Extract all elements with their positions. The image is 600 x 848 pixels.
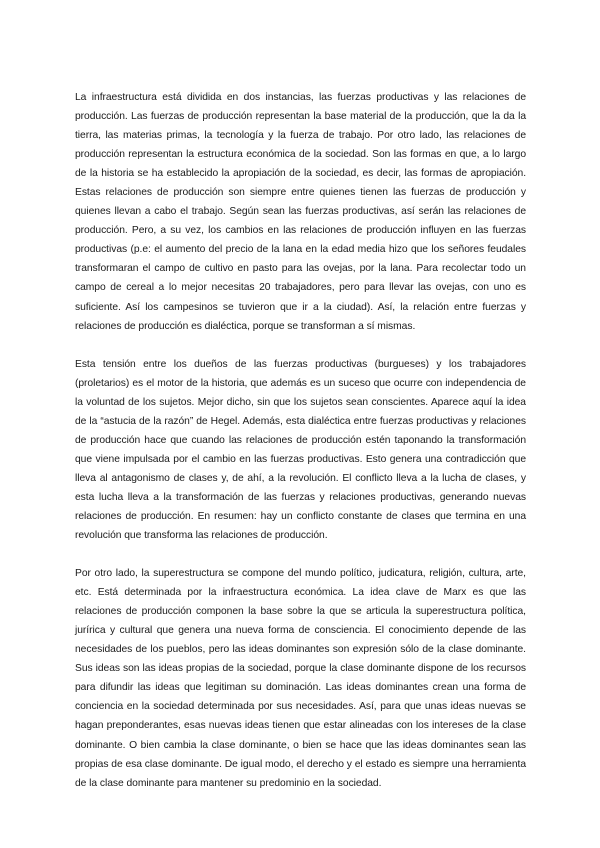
- paragraph-tension-clases: Esta tensión entre los dueños de las fuerzas productivas (burgueses) y los trabajadores (proletarios) es el motor de la historia, que además es un suceso que ocurre con independencia de la voluntad de los sujetos. Mejor dicho, sin que los sujetos sean conscientes. Aparece aquí la idea de la “astucia de la razón” de Hegel. Además, esta dialéctica entre fuerzas productivas y relaciones de producción hace que cuando las relaciones de producción estén taponando la transformación que viene impulsada por el cambio en las fuerzas productivas. Esto genera una contradicción que lleva al antagonismo de clases y, de ahí, a la revolución. El conflicto lleva a la lucha de clases, y esta lucha lleva a la transformación de las fuerzas y relaciones productivas, generando nuevas relaciones de producción. En resumen: hay un conflicto constante de clases que termina en una revolución que transforma las relaciones de producción.: [75, 358, 526, 542]
- document-body: [75, 88, 526, 793]
- paragraph-superestructura: Por otro lado, la superestructura se compone del mundo político, judicatura, religión, cultura, arte, etc. Está determinada por la infraestructura económica. La idea clave de Marx es que las relaciones de producción componen la base sobre la que se articula la superestructura política, jurírica y cultural que genera una nueva forma de consciencia. El conocimiento depende de las necesidades de los pueblos, pero las ideas dominantes son expresión sólo de la clase dominante. Sus ideas son las ideas propias de la sociedad, porque la clase dominante dispone de los recursos para difundir las ideas que legitiman su dominación. Las ideas dominantes crean una forma de conciencia en la sociedad determinada por sus necesidades. Así, para que unas ideas nuevas se hagan preponderantes, esas nuevas ideas tienen que estar alineadas con los intereses de la clase dominante. O bien cambia la clase dominante, o bien se hace que las ideas dominantes sean las propias de esa clase dominante. De igual modo, el derecho y el estado es siempre una herramienta de la clase dominante para mantener su predominio en la sociedad.: [75, 568, 526, 789]
- paragraph-infraestructura: La infraestructura está dividida en dos instancias, las fuerzas productivas y las relaciones de producción. Las fuerzas de producción representan la base material de la producción, que la da la tierra, las materias primas, la tecnología y la fuerza de trabajo. Por otro lado, las relaciones de producción representan la estructura económica de la sociedad. Son las formas en que, a lo largo de la historia se ha establecido la apropiación de la sociedad, es decir, las formas de apropiación. Estas relaciones de producción son siempre entre quienes tienen las fuerzas de producción y quienes llevan a cabo el trabajo. Según sean las fuerzas productivas, así serán las relaciones de producción. Pero, a su vez, los cambios en las relaciones de producción influyen en las fuerzas productivas (p.e: el aumento del precio de la lana en la edad media hizo que los señores feudales transformaran el campo de cultivo en pasto para las ovejas, por la lana. Para recolectar todo un campo de cereal a lo mejor necesitas 20 trabajadores, pero para llevar las ovejas, con uno es suficiente. Así los campesinos se tuvieron que ir a la ciudad). Así, la relación entre fuerzas y relaciones de producción es dialéctica, porque se transforman a sí mismas.: [75, 92, 526, 332]
